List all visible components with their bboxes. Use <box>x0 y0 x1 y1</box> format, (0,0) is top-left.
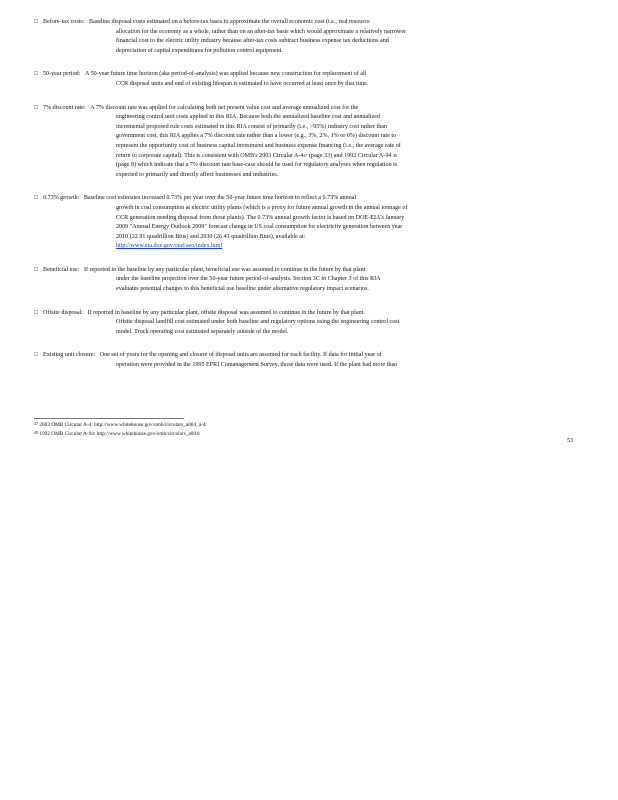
item-text: One set of years for the opening and closure of disposal units are assumed for each facility. If data for initial year of <box>99 352 382 359</box>
item-label: Beneficial use: <box>43 266 80 273</box>
item-text: government cost, this RIA applies a 7% discount rate rather than a lower (e.g., 3%, 2%, 1% or 0%) discount rate to <box>116 133 397 140</box>
bullet-icon: □ <box>34 19 38 25</box>
item-text: Baseline disposal costs estimated on a before-tax basis to approximate the overall economic cost (i.e., real resource <box>89 19 370 25</box>
footnote-text: 2003 OMB Circular A-4: http://www.whitehouse.gov/omb/circulars_a004_a-4/ <box>39 422 207 428</box>
page-number: 53 <box>567 438 573 444</box>
item-text: A 7% discount rate was applied for calculating both net present value cost and average annualized cost for the <box>90 104 359 111</box>
list-item-growth <box>34 194 580 252</box>
item-text: Offsite disposal landfill cost estimated under both baseline and regulatory options using the engineering control cost <box>116 319 400 326</box>
item-label: 0.73% growth: <box>43 195 80 202</box>
list-item-beneficial-use <box>34 266 580 295</box>
item-label: Existing unit closure: <box>43 352 96 359</box>
item-label: 50-year period: <box>43 71 81 78</box>
list-item-unit-closure <box>34 351 580 370</box>
item-text: If reported in baseline by any particular plant, offsite disposal was assumed to continue in the future by that plant. <box>87 309 365 316</box>
item-label: Offsite disposal: <box>43 309 84 316</box>
item-text: (page 8) which indicate that a 7% discount rate base-case should be used for regulatory analyses when regulation is <box>116 162 398 169</box>
footnote-number: 48 <box>34 429 38 435</box>
footnote <box>34 421 574 430</box>
item-text: A 50-year future time horizon (aka period-of-analysis) was applied because new construction for replacement of all <box>84 71 367 78</box>
item-text: under the baseline projection over the 50-year future period-of-analysis. Section 3C in Chapter 3 of this RIA <box>116 276 381 283</box>
list-item-offsite-disposal <box>34 309 580 338</box>
item-text: incremental proposed rule costs estimated in this RIA consist of primarily (i.e., >95%) industry cost rather than <box>116 123 387 130</box>
bullet-icon: □ <box>34 352 38 359</box>
list-item-discount-rate: □ 7% discount rate: A 7% discount rate was applied for calculating both net present value cost and average annualized cost for the engineering control unit costs applied in this RIA. Because both the annualized baseline cost and annualized incremental proposed rule costs estimated in this RIA consist of primarily (i.e., >95%) industry cost rather than government cost, this RIA applies a 7% discount rate rather than a lower (e.g., 3%, 2%, 1% or 0%) discount rate to represent the opportunity cost of business capital investment and business expense financing (i.e., the average rate of return to corporate capital). This is consistent with OMB's 2003 Circular $A-4^{47}$ (page 33) and 1992 Circular A-94 $^{48}$ (page 8) which indicate that a 7% discount rate base-case should be used for regulatory analyses when regulation is expected to primarily and directly affect businesses and industries. <box>34 104 580 181</box>
item-text: return to corporate capital). This is consistent with OMB's 2003 Circular A-4 <box>116 152 304 159</box>
item-text: 2009 "Annual Energy Outlook 2009" forecast change in US coal consumption for electricity generation between year <box>116 224 403 231</box>
item-text: expected to primarily and directly affect businesses and industries. <box>116 171 279 178</box>
bullet-icon: □ <box>34 266 38 273</box>
list-item-before-tax <box>34 18 580 56</box>
bullet-icon: □ <box>34 104 38 111</box>
item-text: allocation for the economy as a whole, rather than on an after-tax basis which would approximate a relatively narrower <box>116 28 407 35</box>
item-text: CCR generation needing disposal from those plants). The 0.73% annual growth factor is based on DOE-EIA's January <box>116 214 405 221</box>
list-item-50-year <box>34 70 580 89</box>
item-text: Baseline cost estimates increased 0.73% per year over the 50-year future time horizon to reflect a 0.73% annual <box>83 195 357 202</box>
footnote-ref: 48 <box>392 152 397 158</box>
footnotes <box>34 418 574 438</box>
item-text: engineering control unit costs applied in this RIA. Because both the annualized baseline cost and annualized <box>116 114 380 121</box>
footnote <box>34 430 574 439</box>
footnote-ref: 47 <box>303 152 308 158</box>
item-text: CCR disposal units and end of existing lifespan is estimated to have occurred at least once by that time. <box>116 80 369 87</box>
assumption-list <box>34 18 580 385</box>
item-text: 2010 (22.91 quadrillion Btus) and 2030 (26.41 quadrillion Btus), available at: <box>116 233 306 240</box>
item-text: growth in coal consumption at electric utility plants (which is a proxy for future annual growth in the annual tonnage of <box>116 204 408 211</box>
item-text: operation were provided in the 1995 EPRI Comanagement Survey, those data were used. If the plant had more than <box>116 362 398 369</box>
footnote-number: 47 <box>34 421 38 426</box>
item-text: If reported in the baseline by any particular plant, beneficial use was assumed to continue in the future by that plant <box>83 266 366 273</box>
bullet-icon: □ <box>34 71 38 78</box>
item-text: evaluates potential changes to this beneficial use baseline under alternative regulatory impact scenarios. <box>116 286 369 293</box>
item-label: 7% discount rate: <box>43 104 86 111</box>
footnote-divider <box>34 418 184 419</box>
item-text: financial cost to the electric utility industry because after-tax costs subtract business expense tax deductions and <box>116 38 389 45</box>
item-text: represent the opportunity cost of business capital investment and business expense financing (i.e., the average rate of <box>116 142 401 149</box>
footnote-text: 1992 OMB Circular A-94: http://www.whitehouse.gov/omb/circulars_a094/ <box>39 430 201 437</box>
bullet-icon: □ <box>34 309 38 316</box>
eia-link[interactable]: http://www.eia.doe.gov/oiaf/aeo/index.html <box>116 243 223 250</box>
item-label: Before-tax costs: <box>43 19 85 25</box>
item-text: model. Truck operating cost estimated separately outside of the model. <box>116 328 289 335</box>
bullet-icon: □ <box>34 195 38 202</box>
item-text: depreciation of capital expenditures for pollution control equipment. <box>116 47 283 54</box>
